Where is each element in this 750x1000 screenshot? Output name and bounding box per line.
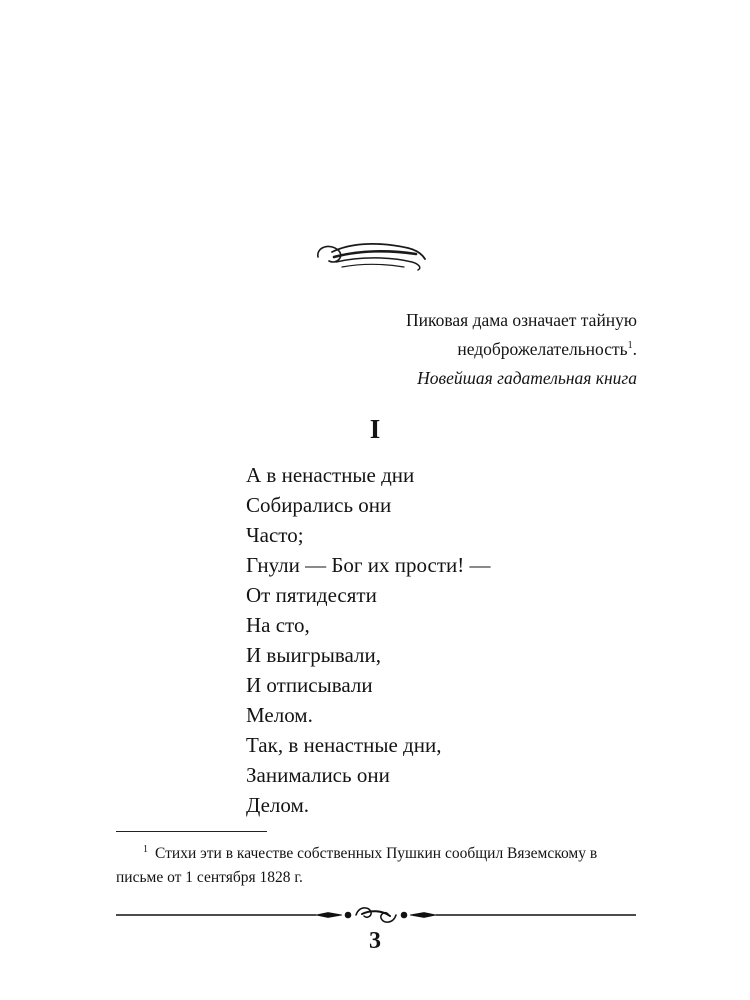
footnote-reference: 1 <box>627 340 633 351</box>
epigraph-line-2-end: . <box>632 339 637 359</box>
footnote-divider <box>116 831 267 832</box>
epigraph-source: Новейшая гадательная книга <box>417 368 637 388</box>
poem-line: И выигрывали, <box>246 643 382 667</box>
flourish-ornament-icon <box>312 233 430 275</box>
poem-line: Мелом. <box>246 703 313 727</box>
poem-line: На сто, <box>246 613 310 637</box>
footnote-text: Стихи эти в качестве собственных Пушкин сообщил Вяземскому в письме от 1 сентября 1828 г. <box>116 845 598 886</box>
chapter-heading: I <box>369 414 381 444</box>
footnote-mark: 1 <box>143 844 148 855</box>
epigraph <box>277 306 637 393</box>
poem-line: Занимались они <box>246 763 390 787</box>
poem-line: И отписывали <box>246 673 373 697</box>
poem-line: Часто; <box>246 523 304 547</box>
scroll-rule-ornament-icon <box>116 901 636 929</box>
epigraph-line-2: недоброжелательность <box>457 339 628 359</box>
poem-line: Собирались они <box>246 493 392 517</box>
poem-line: Делом. <box>246 793 310 817</box>
poem-line: А в ненастные дни <box>246 463 415 487</box>
footnote <box>116 842 640 890</box>
poem-line: Гнули — Бог их прости! — <box>246 553 491 577</box>
poem-line: От пятидесяти <box>246 583 377 607</box>
poem-line: Так, в ненастные дни, <box>246 733 442 757</box>
epigraph-line-1: Пиковая дама означает тайную <box>406 310 637 330</box>
poem <box>246 460 491 820</box>
page-number: 3 <box>369 928 381 954</box>
